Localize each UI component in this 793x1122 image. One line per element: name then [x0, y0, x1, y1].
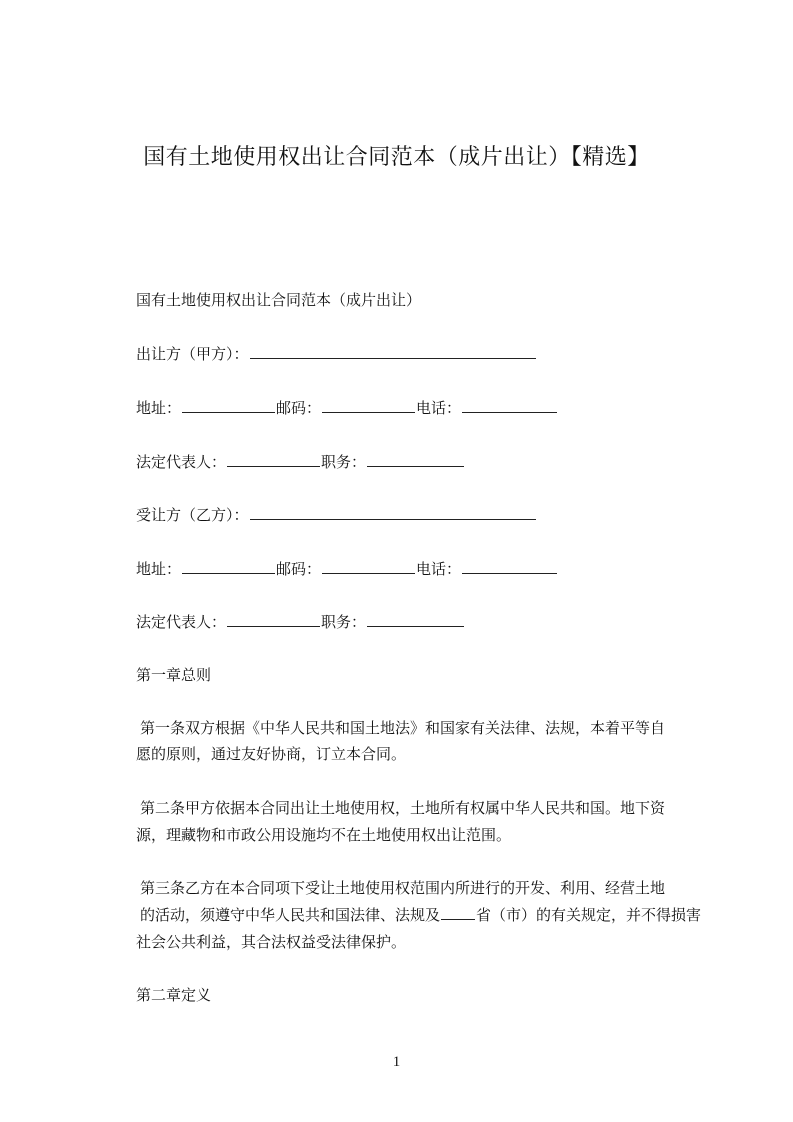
contract-subtitle: 国有土地使用权出让合同范本（成片出让）	[136, 291, 422, 309]
party-b-label: 受让方（乙方）：	[136, 506, 249, 524]
party-b-position-label: 职务：	[321, 613, 367, 631]
article-2-line-2: 源，理藏物和市政公用设施均不在土地使用权出让范围。	[136, 826, 512, 844]
party-a-address-blank	[182, 398, 275, 413]
party-a-rep-label: 法定代表人：	[136, 453, 227, 471]
party-b-address-blank	[182, 559, 275, 574]
chapter-1-heading: 第一章总则	[136, 666, 212, 684]
article-3-line-2-end: 省（市）的有关规定，并不得损害	[476, 906, 702, 924]
article-3-line-1: 第三条乙方在本合同项下受让土地使用权范围内所进行的开发、利用、经营土地	[140, 879, 666, 897]
chapter-2-heading: 第二章定义	[136, 986, 212, 1004]
party-b-position-blank	[367, 612, 464, 627]
article-2-line-1: 第二条甲方依据本合同出让土地使用权，土地所有权属中华人民共和国。地下资	[140, 799, 666, 817]
article-3-line-2-start: 的活动，须遵守中华人民共和国法律、法规及	[140, 906, 441, 924]
party-b-rep-label: 法定代表人：	[136, 613, 227, 631]
party-b-rep-blank	[227, 612, 320, 627]
party-b-postcode-label: 邮码：	[276, 560, 322, 578]
article-3-line-2	[140, 904, 701, 926]
party-a-rep-line	[136, 451, 465, 473]
party-a-postcode-blank	[322, 398, 415, 413]
party-b-blank	[250, 505, 536, 520]
party-a-position-label: 职务：	[321, 453, 367, 471]
party-a-phone-blank	[462, 398, 557, 413]
party-a-line	[136, 343, 537, 365]
party-a-rep-blank	[227, 452, 320, 467]
article-1-line-1: 第一条双方根据《中华人民共和国土地法》和国家有关法律、法规，本着平等自	[140, 719, 666, 737]
party-a-blank	[250, 344, 536, 359]
party-b-rep-line	[136, 611, 465, 633]
document-title: 国有土地使用权出让合同范本（成片出让）【精选】	[143, 145, 650, 170]
party-b-phone-label: 电话：	[416, 560, 462, 578]
page-number: 1	[392, 1054, 401, 1070]
article-1-line-2: 愿的原则，通过友好协商，订立本合同。	[136, 745, 407, 763]
party-a-postcode-label: 邮码：	[276, 399, 322, 417]
party-b-phone-blank	[462, 559, 557, 574]
article-3-line-3: 社会公共利益，其合法权益受法律保护。	[136, 933, 407, 951]
party-b-line	[136, 504, 537, 526]
party-a-contact-line	[136, 397, 558, 419]
party-a-address-label: 地址：	[136, 399, 182, 417]
party-b-address-label: 地址：	[136, 560, 182, 578]
party-a-position-blank	[367, 452, 464, 467]
party-b-contact-line	[136, 558, 558, 580]
party-b-postcode-blank	[322, 559, 415, 574]
province-blank	[441, 905, 475, 920]
party-a-label: 出让方（甲方）：	[136, 345, 249, 363]
party-a-phone-label: 电话：	[416, 399, 462, 417]
